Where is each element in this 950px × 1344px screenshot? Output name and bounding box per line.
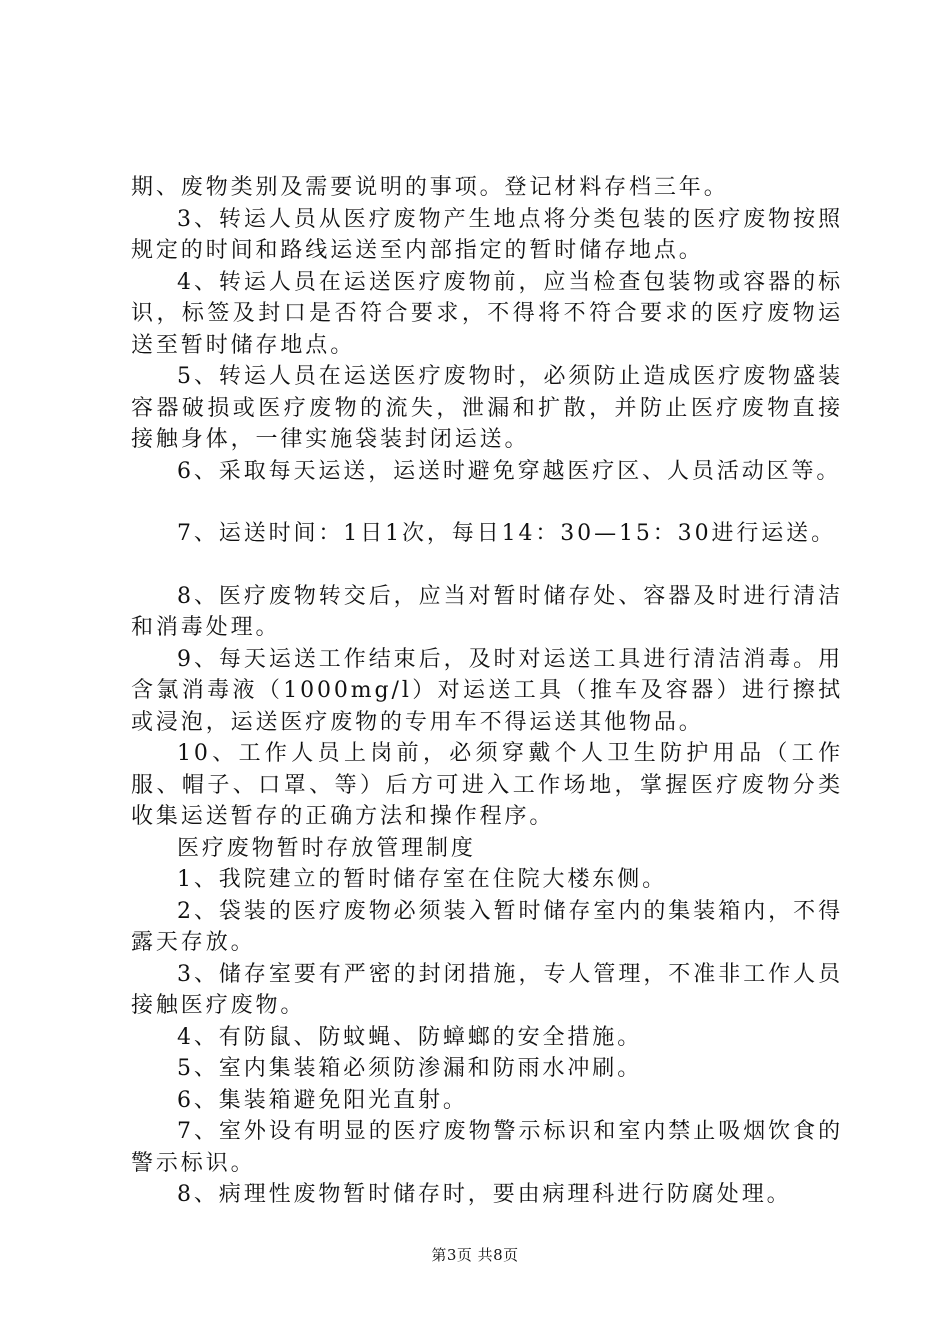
paragraph-continuation: 期、废物类别及需要说明的事项。登记材料存档三年。 [131, 175, 729, 200]
paragraph-item-8: 8、医疗废物转交后，应当对暂时储存处、容器及时进行清洁和消毒处理。 [131, 583, 843, 640]
paragraph-item-7: 7、运送时间：1日1次，每日14：30—15：30进行运送。 [177, 521, 836, 546]
storage-rule-5: 5、室内集装箱必须防渗漏和防雨水冲刷。 [177, 1056, 643, 1081]
paragraph-item-9: 9、每天运送工作结束后，及时对运送工具进行清洁消毒。用含氯消毒液（1000mg/l）对运送工具（推车及容器）进行擦拭或浸泡，运送医疗废物的专用车不得运送其他物品。 [131, 646, 843, 735]
storage-rule-6: 6、集装箱避免阳光直射。 [177, 1087, 468, 1113]
storage-rule-8: 8、病理性废物暂时储存时，要由病理科进行防腐处理。 [177, 1182, 792, 1207]
page-number-footer: 第3页 共8页 [431, 1246, 519, 1264]
storage-rule-2: 2、袋装的医疗废物必须装入暂时储存室内的集装箱内，不得露天存放。 [131, 898, 843, 955]
storage-rule-4: 4、有防鼠、防蚊蝇、防蟑螂的安全措施。 [177, 1024, 643, 1050]
paragraph-item-6: 6、采取每天运送，运送时避免穿越医疗区、人员活动区等。 [177, 458, 842, 484]
paragraph-item-4: 4、转运人员在运送医疗废物前，应当检查包装物或容器的标识，标签及封口是否符合要求，不得将不符合要求的医疗废物运送至暂时储存地点。 [131, 269, 843, 358]
section-heading: 医疗废物暂时存放管理制度 [177, 835, 476, 861]
storage-rule-3: 3、储存室要有严密的封闭措施，专人管理，不准非工作人员接触医疗废物。 [131, 961, 843, 1018]
storage-rule-1: 1、我院建立的暂时储存室在住院大楼东侧。 [177, 867, 667, 892]
paragraph-item-3: 3、转运人员从医疗废物产生地点将分类包装的医疗废物按照规定的时间和路线运送至内部指定的暂时储存地点。 [131, 206, 843, 263]
storage-rule-7: 7、室外设有明显的医疗废物警示标识和室内禁止吸烟饮食的警示标识。 [131, 1119, 843, 1176]
paragraph-item-5: 5、转运人员在运送医疗废物时，必须防止造成医疗废物盛装容器破损或医疗废物的流失，泄漏和扩散，并防止医疗废物直接接触身体，一律实施袋装封闭运送。 [131, 364, 843, 452]
document-body [131, 172, 843, 1211]
paragraph-item-10: 10、工作人员上岗前，必须穿戴个人卫生防护用品（工作服、帽子、口罩、等）后方可进入工作场地，掌握医疗废物分类收集运送暂存的正确方法和操作程序。 [131, 741, 843, 829]
